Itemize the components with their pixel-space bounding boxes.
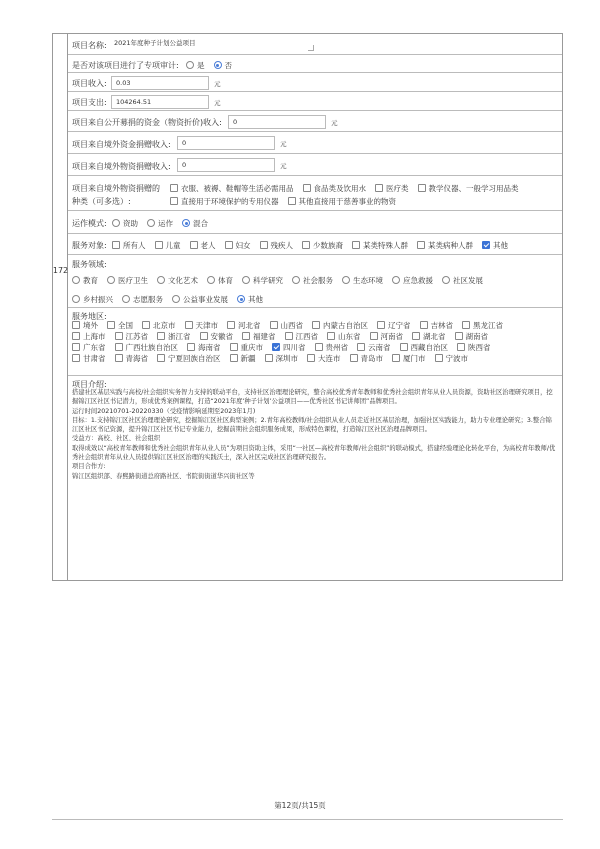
service-target-option-4[interactable]: [225, 240, 251, 251]
checkbox[interactable]: [327, 332, 335, 340]
checkbox[interactable]: [225, 241, 233, 249]
checkbox[interactable]: [155, 241, 163, 249]
goods-type-option-2[interactable]: [303, 183, 367, 194]
checkbox[interactable]: [190, 241, 198, 249]
checkbox[interactable]: [392, 354, 400, 362]
service-field-option-label: 社区发展: [453, 276, 483, 285]
foreign-goods-row: [68, 154, 562, 176]
service-field-option-4[interactable]: [207, 275, 233, 286]
checkbox[interactable]: [377, 321, 385, 329]
special-audit-row: [68, 55, 562, 73]
service-field-option-7[interactable]: [342, 275, 383, 286]
region-option-label: 重庆市: [240, 343, 263, 352]
operation-mode-option-1[interactable]: [112, 218, 138, 229]
operation-mode-label: 运作模式:: [72, 219, 107, 228]
region-option-5[interactable]: [227, 320, 261, 331]
checkbox[interactable]: [482, 241, 490, 249]
region-option-7[interactable]: [350, 353, 384, 364]
region-option-1[interactable]: [72, 320, 98, 331]
checkbox[interactable]: [112, 241, 120, 249]
service-target-option-label: 所有人: [123, 241, 146, 250]
service-fields-row: [68, 255, 562, 308]
region-option-label: 江苏省: [125, 332, 148, 341]
intro-row: [68, 376, 562, 582]
service-field-option-1[interactable]: [72, 275, 98, 286]
region-option-label: 青岛市: [360, 354, 383, 363]
service-regions-row: [68, 308, 562, 376]
service-field-option-2[interactable]: [107, 275, 148, 286]
service-field-option-label: 社会服务: [303, 276, 333, 285]
operation-mode-option-2[interactable]: [147, 218, 173, 229]
income-input[interactable]: 0.03: [111, 76, 209, 90]
service-field-option-2[interactable]: [122, 294, 163, 305]
service-target-option-9[interactable]: [482, 240, 508, 251]
checkbox[interactable]: [265, 354, 273, 362]
region-option-label: 天津市: [195, 321, 218, 330]
region-option-1[interactable]: [72, 353, 106, 364]
service-target-option-label: 某类病种人群: [428, 241, 473, 250]
region-option-3[interactable]: [187, 342, 221, 353]
radio-button[interactable]: [292, 276, 300, 284]
radio-button[interactable]: [147, 219, 155, 227]
radio-button[interactable]: [242, 276, 250, 284]
radio-button[interactable]: [112, 219, 120, 227]
checkbox[interactable]: [315, 343, 323, 351]
checkbox[interactable]: [370, 332, 378, 340]
region-option-label: 福建省: [253, 332, 276, 341]
service-field-option-label: 教育: [83, 276, 98, 285]
region-option-label: 深圳市: [275, 354, 298, 363]
region-option-6[interactable]: [307, 353, 341, 364]
service-target-option-label: 少数族裔: [313, 241, 343, 250]
radio-button[interactable]: [72, 276, 80, 284]
foreign-goods-unit: 元: [280, 162, 287, 170]
checkbox[interactable]: [288, 197, 296, 205]
row-number-column: [53, 34, 68, 580]
region-option-label: 全国: [118, 321, 133, 330]
income-label: 项目收入:: [72, 79, 107, 88]
intro-paragraph: 项目合作方:: [72, 463, 106, 471]
service-field-option-label: 科学研究: [253, 276, 283, 285]
checkbox[interactable]: [115, 343, 123, 351]
foreign-goods-input[interactable]: 0: [177, 158, 275, 172]
region-option-5[interactable]: [242, 331, 276, 342]
region-option-label: 吉林省: [430, 321, 453, 330]
audit-option-label: 否: [224, 61, 232, 70]
row-number: 172: [52, 266, 69, 275]
region-option-5[interactable]: [265, 353, 299, 364]
region-option-2[interactable]: [115, 353, 149, 364]
checkbox[interactable]: [418, 184, 426, 192]
checkbox[interactable]: [303, 184, 311, 192]
foreign-funds-row: [68, 132, 562, 154]
radio-button[interactable]: [107, 276, 115, 284]
radio-button[interactable]: [172, 295, 180, 303]
region-option-label: 山西省: [280, 321, 303, 330]
special-audit-options: [186, 60, 241, 71]
region-option-label: 安徽省: [210, 332, 233, 341]
foreign-funds-unit: 元: [280, 140, 287, 148]
project-name-row: [68, 34, 562, 55]
region-option-6[interactable]: [285, 331, 319, 342]
service-target-option-8[interactable]: [417, 240, 473, 251]
project-name-label: 项目名称:: [72, 41, 107, 50]
public-funds-row: [68, 111, 562, 132]
region-option-8[interactable]: [400, 342, 449, 353]
region-option-3[interactable]: [157, 353, 221, 364]
region-option-2[interactable]: [115, 342, 179, 353]
region-option-7[interactable]: [357, 342, 391, 353]
region-option-label: 山东省: [338, 332, 361, 341]
goods-type-option-label: 衣服、被褥、鞋帽等生活必需用品: [181, 184, 294, 193]
checkbox[interactable]: [455, 332, 463, 340]
region-option-label: 河南省: [380, 332, 403, 341]
checkbox[interactable]: [375, 184, 383, 192]
project-table: [52, 33, 563, 581]
checkbox[interactable]: [312, 321, 320, 329]
footer-divider: [52, 819, 563, 820]
checkbox[interactable]: [157, 332, 165, 340]
region-option-4[interactable]: [230, 353, 256, 364]
intro-label: 项目介绍:: [72, 380, 107, 389]
checkbox[interactable]: [420, 321, 428, 329]
expense-unit: 元: [214, 99, 221, 107]
region-option-label: 海南省: [198, 343, 221, 352]
checkbox[interactable]: [412, 332, 420, 340]
radio-button[interactable]: [186, 61, 194, 69]
checkbox[interactable]: [260, 241, 268, 249]
region-option-4[interactable]: [200, 331, 234, 342]
audit-option-1[interactable]: [186, 60, 205, 71]
operation-mode-option-label: 资助: [123, 219, 138, 228]
region-option-9[interactable]: [412, 331, 446, 342]
checkbox[interactable]: [462, 321, 470, 329]
radio-button[interactable]: [207, 276, 215, 284]
region-option-10[interactable]: [455, 331, 489, 342]
region-option-label: 上海市: [83, 332, 106, 341]
region-option-3[interactable]: [142, 320, 176, 331]
checkbox[interactable]: [227, 321, 235, 329]
region-option-1[interactable]: [72, 342, 106, 353]
goods-type-option-1[interactable]: [170, 183, 294, 194]
region-option-2[interactable]: [115, 331, 149, 342]
service-target-option-2[interactable]: [155, 240, 181, 251]
checkbox[interactable]: [285, 332, 293, 340]
service-targets-options: [112, 240, 517, 251]
checkbox[interactable]: [72, 354, 80, 362]
expense-row: [68, 92, 562, 111]
checkbox[interactable]: [72, 321, 80, 329]
region-option-1[interactable]: [72, 331, 106, 342]
region-option-6[interactable]: [315, 342, 349, 353]
region-option-label: 西藏自治区: [410, 343, 448, 352]
service-field-option-1[interactable]: [72, 294, 113, 305]
service-target-option-3[interactable]: [190, 240, 216, 251]
goods-type-options-line2: [170, 196, 405, 207]
region-option-9[interactable]: [435, 353, 469, 364]
foreign-goods-label: 项目来自境外物资捐赠收入:: [72, 162, 171, 171]
income-row: [68, 73, 562, 92]
service-target-option-5[interactable]: [260, 240, 294, 251]
foreign-funds-label: 项目来自境外资金捐赠收入:: [72, 140, 171, 149]
checkbox[interactable]: [170, 184, 178, 192]
intro-paragraph: 运行时间20210701-20220330（受疫情影响延期至2023年1月): [72, 407, 256, 415]
service-field-option-3[interactable]: [157, 275, 198, 286]
checkbox[interactable]: [72, 343, 80, 351]
service-target-option-label: 某类特殊人群: [363, 241, 408, 250]
intro-paragraph: 目标：1.支持锦江区社区治理理论研究，挖掘锦江区社区典型案例；2.青年高校教师/社会组织从业人员走近社区基层治理，加强社区实践能力，助力专业理论研究；3.整合锦江区社区书记资源，提升锦江区社区书记专业能力，挖掘前期社会组织服务成果，形成特色课程，打造锦江区社区治理品牌项目。: [72, 416, 552, 434]
service-target-option-7[interactable]: [352, 240, 408, 251]
checkbox[interactable]: [272, 343, 280, 351]
project-name-input[interactable]: 2021年度种子计划公益项目: [110, 37, 310, 51]
service-field-option-label: 公益事业发展: [183, 295, 228, 304]
service-target-option-label: 其他: [493, 241, 508, 250]
operation-mode-option-label: 混合: [193, 219, 208, 228]
goods-type-label-line1: 项目来自境外物资捐赠的: [72, 184, 160, 193]
service-targets-row: [68, 234, 562, 255]
audit-option-2[interactable]: [214, 60, 233, 71]
radio-button[interactable]: [122, 295, 130, 303]
service-field-option-label: 生态环境: [353, 276, 383, 285]
checkbox[interactable]: [185, 321, 193, 329]
service-field-option-9[interactable]: [442, 275, 483, 286]
checkbox[interactable]: [200, 332, 208, 340]
checkbox[interactable]: [417, 241, 425, 249]
public-funds-label: 项目来自公开募捐的资金（物资折价)收入:: [72, 118, 222, 127]
region-option-8[interactable]: [392, 353, 426, 364]
project-details: [68, 34, 562, 580]
checkbox[interactable]: [302, 241, 310, 249]
region-option-3[interactable]: [157, 331, 191, 342]
checkbox[interactable]: [350, 354, 358, 362]
intro-paragraph: 受益方：高校、社区、社会组织: [72, 435, 161, 443]
region-option-label: 陕西省: [468, 343, 491, 352]
checkbox[interactable]: [157, 354, 165, 362]
checkbox[interactable]: [230, 343, 238, 351]
goods-type-option-label: 教学仪器、一般学习用品类: [428, 184, 519, 193]
intro-paragraph: 锦江区组织部、春熙路街道总府路社区、书院街街道华兴街社区等: [72, 472, 255, 480]
checkbox[interactable]: [187, 343, 195, 351]
operation-mode-option-3[interactable]: [182, 218, 208, 229]
service-targets-label: 服务对象:: [72, 241, 107, 250]
region-option-label: 厦门市: [403, 354, 426, 363]
region-option-label: 内蒙古自治区: [323, 321, 368, 330]
service-regions-label: 服务地区:: [72, 312, 107, 321]
goods-type-options-line1: [170, 183, 528, 194]
goods-type-option-4[interactable]: [418, 183, 519, 194]
region-option-label: 湖北省: [423, 332, 446, 341]
checkbox[interactable]: [242, 332, 250, 340]
radio-button[interactable]: [72, 295, 80, 303]
region-option-5[interactable]: [272, 342, 306, 353]
radio-button[interactable]: [182, 219, 190, 227]
radio-button[interactable]: [237, 295, 245, 303]
checkbox[interactable]: [457, 343, 465, 351]
checkbox[interactable]: [170, 197, 178, 205]
goods-type-option-3[interactable]: [375, 183, 409, 194]
checkbox[interactable]: [115, 332, 123, 340]
region-option-10[interactable]: [462, 320, 503, 331]
service-target-option-6[interactable]: [302, 240, 343, 251]
region-option-label: 广西壮族自治区: [125, 343, 178, 352]
region-option-label: 河北省: [238, 321, 261, 330]
radio-button[interactable]: [392, 276, 400, 284]
region-line: [72, 331, 512, 342]
region-option-8[interactable]: [377, 320, 411, 331]
region-option-label: 贵州省: [325, 343, 348, 352]
checkbox[interactable]: [72, 332, 80, 340]
page-number: 第12页/共15页: [274, 801, 326, 810]
region-option-label: 宁夏回族自治区: [168, 354, 221, 363]
service-field-option-4[interactable]: [237, 294, 263, 305]
region-option-9[interactable]: [420, 320, 454, 331]
service-field-option-6[interactable]: [292, 275, 333, 286]
service-fields-options-line1: [72, 275, 492, 286]
expense-label: 项目支出:: [72, 98, 107, 107]
checkbox[interactable]: [400, 343, 408, 351]
service-field-option-label: 医疗卫生: [118, 276, 148, 285]
goods-type-option-2[interactable]: [288, 196, 397, 207]
goods-type-option-label: 直接用于环境保护的专用仪器: [181, 197, 279, 206]
region-option-7[interactable]: [312, 320, 368, 331]
checkbox[interactable]: [230, 354, 238, 362]
goods-type-option-label: 医疗类: [386, 184, 409, 193]
region-option-label: 甘肃省: [83, 354, 106, 363]
foreign-funds-input[interactable]: 0: [177, 136, 275, 150]
region-option-8[interactable]: [370, 331, 404, 342]
goods-type-option-label: 食品类及饮用水: [313, 184, 366, 193]
region-option-label: 广东省: [83, 343, 106, 352]
region-option-9[interactable]: [457, 342, 491, 353]
region-line: [72, 353, 512, 364]
public-funds-unit: 元: [331, 119, 338, 127]
intro-paragraph: 搭建社区基层实践与高校/社会组织实务智力支持的联动平台，支持社区治理理论研究，整合高校优秀青年教师和优秀社会组织青年从业人员资源，资助社区治理研究项目，挖掘锦江区社区书记潜力，形成优秀案例课程，打造“2021年度‘种子计划’公益项目——优秀社区书记讲师团”品牌项目。: [72, 389, 553, 406]
service-field-option-label: 志愿服务: [133, 295, 163, 304]
checkbox[interactable]: [142, 321, 150, 329]
region-option-label: 浙江省: [168, 332, 191, 341]
radio-button[interactable]: [157, 276, 165, 284]
region-line: [72, 342, 512, 353]
region-option-4[interactable]: [185, 320, 219, 331]
region-option-label: 青海省: [125, 354, 148, 363]
radio-button[interactable]: [214, 61, 222, 69]
operation-mode-option-label: 运作: [158, 219, 173, 228]
checkbox[interactable]: [352, 241, 360, 249]
region-option-6[interactable]: [270, 320, 304, 331]
checkbox[interactable]: [270, 321, 278, 329]
region-option-label: 北京市: [153, 321, 176, 330]
service-field-option-5[interactable]: [242, 275, 283, 286]
service-field-option-8[interactable]: [392, 275, 433, 286]
service-target-option-label: 妇女: [235, 241, 251, 250]
intro-text[interactable]: [72, 388, 556, 481]
service-fields-label: 服务领域:: [72, 260, 107, 269]
service-field-option-label: 其他: [248, 295, 263, 304]
region-option-label: 云南省: [368, 343, 391, 352]
region-option-label: 宁波市: [445, 354, 468, 363]
service-target-option-1[interactable]: [112, 240, 146, 251]
service-target-option-label: 儿童: [165, 241, 181, 250]
intro-paragraph: 取得成效以“高校青年教师和优秀社会组织青年从业人员”为项目资助主体，采用“一社区—高校青年教师/社会组织”的联动模式，搭建经验理论化转化平台，为高校青年教师/优秀社会组织青年从业人员提供锦江区社区治理的实践沃土，深入社区完成社区治理研究报告。: [72, 444, 556, 462]
public-funds-input[interactable]: 0: [228, 115, 326, 129]
checkbox[interactable]: [115, 354, 123, 362]
radio-button[interactable]: [442, 276, 450, 284]
service-field-option-3[interactable]: [172, 294, 228, 305]
special-audit-label: 是否对该项目进行了专项审计:: [72, 61, 179, 70]
resize-grip-icon[interactable]: [308, 45, 314, 51]
goods-type-row: [68, 176, 562, 211]
region-option-label: 湖南省: [465, 332, 488, 341]
service-field-option-label: 应急救援: [403, 276, 433, 285]
service-field-option-label: 文化艺术: [168, 276, 198, 285]
checkbox[interactable]: [107, 321, 115, 329]
region-option-label: 境外: [83, 321, 98, 330]
service-fields-options-line2: [72, 294, 272, 305]
region-option-7[interactable]: [327, 331, 361, 342]
service-regions-grid: [72, 320, 512, 364]
region-option-label: 新疆: [240, 354, 256, 363]
region-option-label: 黑龙江省: [473, 321, 503, 330]
region-option-label: 江西省: [295, 332, 318, 341]
income-unit: 元: [214, 80, 221, 88]
region-option-2[interactable]: [107, 320, 133, 331]
checkbox[interactable]: [357, 343, 365, 351]
service-target-option-label: 老人: [200, 241, 216, 250]
operation-mode-row: [68, 211, 562, 234]
goods-type-label-line2: 种类（可多选）:: [72, 197, 131, 206]
service-field-option-label: 乡村振兴: [83, 295, 113, 304]
expense-input[interactable]: 104264.51: [111, 95, 209, 109]
region-line: [72, 320, 512, 331]
checkbox[interactable]: [307, 354, 315, 362]
region-option-label: 辽宁省: [388, 321, 411, 330]
goods-type-option-label: 其他直接用于慈善事业的物资: [298, 197, 396, 206]
goods-type-option-1[interactable]: [170, 196, 279, 207]
region-option-4[interactable]: [230, 342, 264, 353]
operation-mode-options: [112, 218, 217, 229]
radio-button[interactable]: [342, 276, 350, 284]
region-option-label: 大连市: [318, 354, 341, 363]
service-target-option-label: 残疾人: [270, 241, 293, 250]
audit-option-label: 是: [197, 61, 205, 70]
region-option-label: 四川省: [283, 343, 306, 352]
service-field-option-label: 体育: [218, 276, 233, 285]
checkbox[interactable]: [435, 354, 443, 362]
